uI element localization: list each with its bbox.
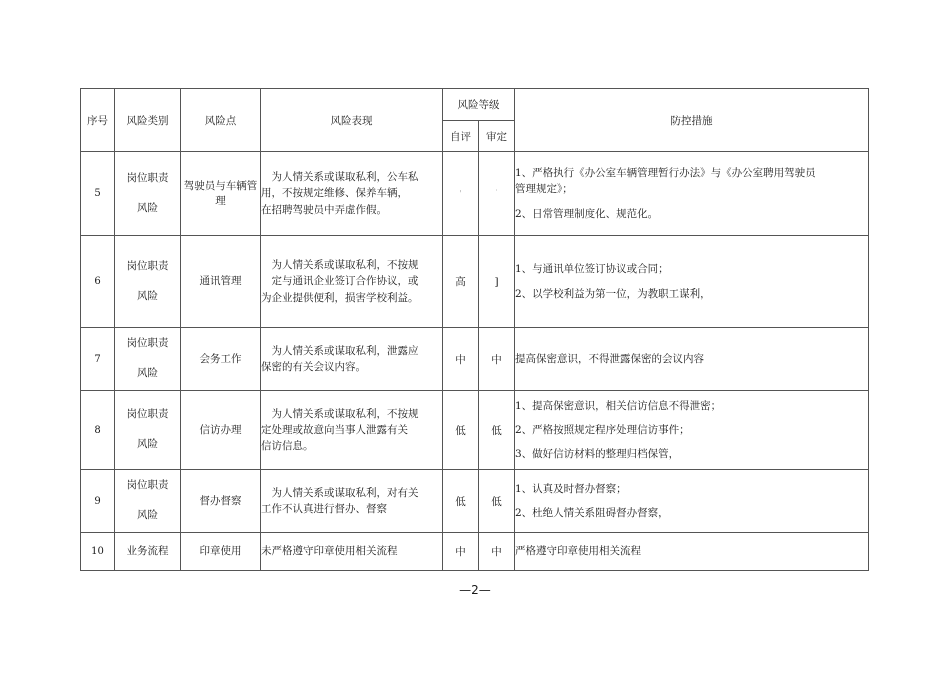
header-row (81, 89, 869, 121)
row-expression (261, 152, 443, 236)
category-line: 风险 (137, 289, 158, 302)
category-line: 岗位职责 (126, 408, 169, 421)
row-measures (515, 152, 869, 236)
row-point: 印章使用 (181, 533, 261, 571)
row-category (115, 152, 181, 236)
measure-line: 2、日常管理制度化、规范化。 (515, 207, 659, 220)
row-index: 7 (81, 328, 115, 391)
header-expression: 风险表现 (261, 89, 443, 152)
row-point: 驾驶员与车辆管理 (181, 152, 261, 236)
category-line: 风险 (137, 438, 158, 450)
expression-line: 未严格遵守印章使用相关流程 (261, 545, 398, 558)
expression-line: 为人情关系或谋取私利，不按规 (271, 407, 419, 420)
expression-line: 定处理或故意向当事人泄露有关 (261, 423, 408, 436)
expression-line: 工作不认真进行督办、督察 (261, 503, 387, 515)
expression-line: 为企业提供便利，损害学校利益。 (261, 291, 419, 304)
row-approved: 低 (479, 391, 515, 470)
measure-line: 3、做好信访材料的整理归档保管， (515, 448, 680, 461)
expression-line: 为人情关系或谋取私利，不按规 (271, 259, 419, 272)
row-index: 10 (81, 533, 115, 571)
expression-line: 为人情关系或谋取私利，对有关 (271, 486, 419, 499)
measure-line: 1、与通讯单位签订协议或合同； (515, 263, 669, 276)
row-index: 8 (81, 391, 115, 470)
row-approved: ˙ (479, 152, 515, 236)
row-index: 9 (81, 470, 115, 533)
risk-table (80, 88, 869, 571)
category-line: 风险 (137, 367, 158, 379)
row-measures (515, 236, 869, 328)
measure-line: 2、以学校利益为第一位，为教职工谋利， (515, 287, 711, 300)
category-line: 岗位职责 (126, 479, 169, 492)
table-row (81, 152, 869, 236)
row-category (115, 533, 181, 571)
table-row (81, 328, 869, 391)
row-self-eval: 低 (443, 470, 479, 533)
row-expression (261, 391, 443, 470)
header-index: 序号 (81, 89, 115, 152)
header-self-eval: 自评 (443, 121, 479, 152)
measure-line: 提高保密意识，不得泄露保密的会议内容 (515, 352, 704, 365)
row-self-eval: 中 (443, 328, 479, 391)
expression-line: 在招聘驾驶员中弄虚作假。 (261, 203, 387, 216)
row-self-eval: 高 (443, 236, 479, 328)
header-measures: 防控措施 (515, 89, 869, 152)
expression-line: 定与通讯企业签订合作协议，或 (271, 275, 419, 288)
expression-line: 为人情关系或谋取私利，泄露应 (271, 344, 419, 357)
row-measures (515, 470, 869, 533)
row-point: 信访办理 (181, 391, 261, 470)
row-expression (261, 328, 443, 391)
table-row (81, 236, 869, 328)
category-line: 岗位职责 (126, 171, 169, 184)
row-approved: ] (479, 236, 515, 328)
row-self-eval: 中 (443, 533, 479, 571)
row-approved: 低 (479, 470, 515, 533)
category-line: 风险 (137, 201, 158, 214)
expression-line: 为人情关系或谋取私利，公车私 (271, 171, 419, 184)
row-approved: 中 (479, 328, 515, 391)
measure-line: 严格遵守印章使用相关流程 (515, 545, 641, 558)
row-point: 会务工作 (181, 328, 261, 391)
row-measures (515, 328, 869, 391)
row-self-eval: ' (443, 152, 479, 236)
expression-line: 用，不按规定维修、保养车辆， (261, 187, 408, 200)
row-expression (261, 236, 443, 328)
row-category (115, 470, 181, 533)
measure-line: 2、严格按照规定程序处理信访事件； (515, 423, 690, 436)
page-number: —2— (459, 583, 491, 597)
measure-line: 1、提高保密意识，相关信访信息不得泄密； (515, 399, 722, 412)
row-category (115, 328, 181, 391)
expression-line: 信访信息。 (261, 440, 314, 453)
row-measures (515, 391, 869, 470)
row-expression (261, 533, 443, 571)
category-line: 岗位职责 (126, 337, 169, 350)
table-row (81, 533, 869, 571)
row-expression (261, 470, 443, 533)
row-category (115, 391, 181, 470)
header-point: 风险点 (181, 89, 261, 152)
row-measures (515, 533, 869, 571)
category-line: 风险 (137, 509, 158, 521)
header-level: 风险等级 (443, 89, 515, 121)
header-category: 风险类别 (115, 89, 181, 152)
table-row (81, 470, 869, 533)
row-self-eval: 低 (443, 391, 479, 470)
expression-line: 保密的有关会议内容。 (261, 361, 366, 373)
row-index: 5 (81, 152, 115, 236)
row-point: 督办督察 (181, 470, 261, 533)
header-approved: 审定 (479, 121, 515, 152)
category-line: 岗位职责 (126, 259, 169, 272)
measure-line: 管理规定》； (515, 183, 573, 196)
row-approved: 中 (479, 533, 515, 571)
category-line: 业务流程 (126, 544, 169, 557)
row-index: 6 (81, 236, 115, 328)
measure-line: 1、严格执行《办公室车辆管理暂行办法》与《办公室聘用驾驶员 (515, 167, 816, 180)
table-row (81, 391, 869, 470)
measure-line: 2、杜绝人情关系阻碍督办督察， (515, 507, 669, 519)
measure-line: 1、认真及时督办督察； (515, 482, 627, 495)
row-category (115, 236, 181, 328)
row-point: 通讯管理 (181, 236, 261, 328)
